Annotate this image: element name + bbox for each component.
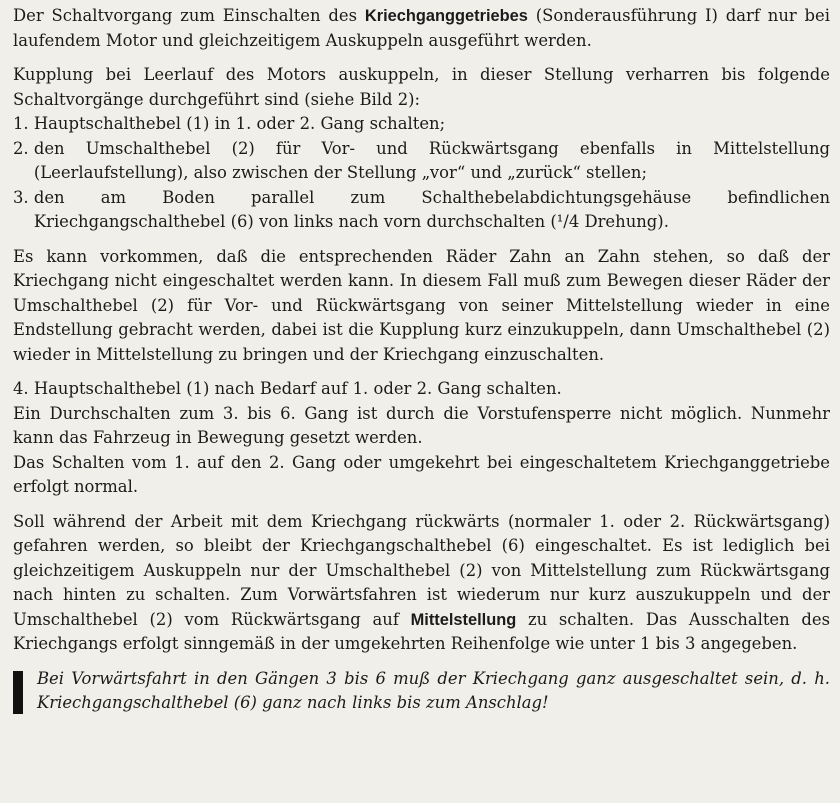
- step-item-2: [13, 137, 830, 186]
- step-text: den Umschalthebel (2) für Vor- und Rückwärtsgang ebenfalls in Mittelstellung (Leerlaufstellung), also zwischen der Stellung „vor“ und „zurück“ stellen;: [33, 138, 830, 182]
- step-number: 3.: [13, 187, 34, 207]
- step-list: [13, 112, 830, 235]
- intro-text-end: (Sonderausführung I) darf nur bei laufendem Motor und gleichzeitigem Auskuppeln ausgeführt werden.: [13, 6, 830, 50]
- clutch-paragraph: Kupplung bei Leerlauf des Motors auskuppeln, in dieser Stellung verharren bis folgende Schaltvorgänge durchgeführt sind (siehe Bild 2):: [13, 65, 830, 109]
- intro-paragraph: [13, 4, 830, 53]
- step-item-3: [13, 186, 830, 235]
- step-item-1: [13, 112, 830, 137]
- note-marker-bar: [13, 671, 23, 714]
- gear-teeth-paragraph: Es kann vorkommen, daß die entsprechenden Räder Zahn an Zahn stehen, so daß der Kriechgang nicht eingeschaltet werden kann. In diesem Fall muß zum Bewegen dieser Räder der Umschalthebel (2) für Vor- und Rückwärtsgang von seiner Mittelstellung wieder in eine Endstellung gebracht werden, dabei ist die Kupplung kurz einzukuppeln, dann Umschalthebel (2) wieder in Mittelstellung zu bringen und der Kriechgang einzuschalten.: [13, 246, 830, 364]
- normal-shift-paragraph: Das Schalten vom 1. auf den 2. Gang oder umgekehrt bei eingeschaltetem Kriechganggetriebe erfolgt normal.: [13, 452, 830, 496]
- step-4-paragraph: 4. Hauptschalthebel (1) nach Bedarf auf 1. oder 2. Gang schalten.: [13, 379, 562, 398]
- note-text: Bei Vorwärtsfahrt in den Gängen 3 bis 6 muß der Kriechgang ganz ausgeschaltet sein, d. h. Kriechgangschalthebel (6) ganz nach links bis zum Anschlag!: [37, 668, 830, 712]
- intro-text-start: Der Schaltvorgang zum Einschalten des: [13, 6, 365, 25]
- reverse-paragraph: [13, 510, 830, 657]
- step-text: Hauptschalthebel (1) in 1. oder 2. Gang schalten;: [33, 114, 446, 133]
- step-text: den am Boden parallel zum Schalthebelabdichtungsgehäuse befindlichen Kriechgangschalthebel (6) von links nach vorn durchschalten (¹/4 Drehung).: [33, 187, 830, 231]
- warning-note: [13, 667, 830, 716]
- reverse-bold-term: Mittelstellung: [410, 610, 517, 629]
- shift-lock-paragraph: Ein Durchschalten zum 3. bis 6. Gang ist durch die Vorstufensperre nicht möglich. Nunmehr kann das Fahrzeug in Bewegung gesetzt werden.: [13, 403, 830, 447]
- intro-bold-term: Kriechganggetriebes: [364, 7, 528, 25]
- step-number: 2.: [13, 138, 34, 158]
- reverse-text-end: zu schalten. Das Ausschalten des Kriechgangs erfolgt sinngemäß in der umgekehrten Reihenfolge wie unter 1 bis 3 angegeben.: [13, 609, 830, 653]
- step-number: 1.: [13, 114, 34, 133]
- reverse-text-start: Soll während der Arbeit mit dem Kriechgang rückwärts (normaler 1. oder 2. Rückwärtsgang) gefahren werden, so bleibt der Kriechgangschalthebel (6) eingeschaltet. Es ist lediglich bei gleichzeitigem Auskuppeln nur der Umschalthebel (2) von Mittelstellung zum Rückwärtsgang nach hinten zu schalten. Zum Vorwärtsfahren ist wiederum nur kurz auszukuppeln und der Umschalthebel (2) vom Rückwärtsgang auf: [13, 511, 830, 629]
